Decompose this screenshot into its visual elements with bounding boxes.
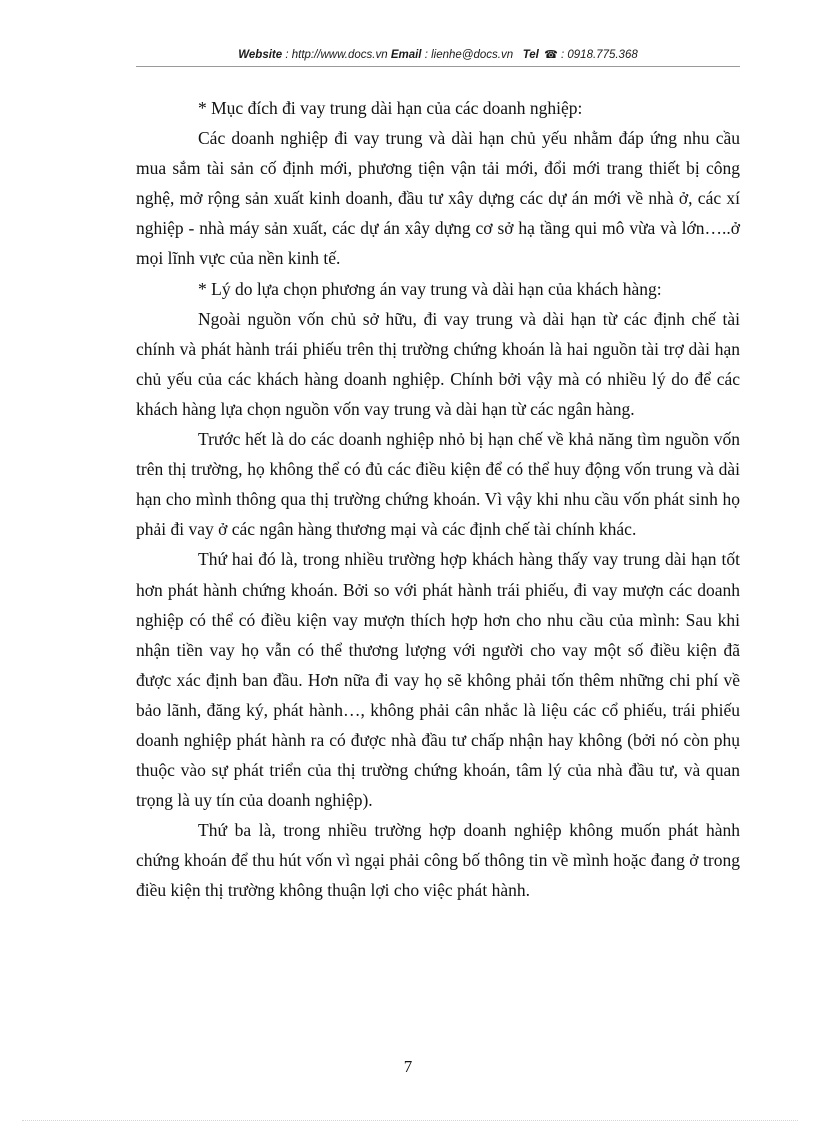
- paragraph: Thứ hai đó là, trong nhiều trường hợp khách hàng thấy vay trung dài hạn tốt hơn phát hành chứng khoán. Bởi so với phát hành trái phiếu, đi vay mượn các doanh nghiệp có thể có điều kiện vay mượn thích hợp hơn cho nhu cầu của mình: Sau khi nhận tiền vay họ vẫn có thể thương lượng với người cho vay một số điều kiện đã được xác định ban đầu. Hơn nữa đi vay họ sẽ không phải tốn thêm những chi phí về bảo lãnh, đăng ký, phát hành…, không phải cân nhắc là liệu các cổ phiếu, trái phiếu doanh nghiệp phát hành ra có được nhà đầu tư chấp nhận hay không (bởi nó còn phụ thuộc vào sự phát triển của thị trường chứng khoán, tâm lý của nhà đầu tư, và quan trọng là uy tín của doanh nghiệp).: [136, 549, 740, 811]
- email-value: : lienhe@docs.vn: [424, 49, 514, 61]
- page-number: 7: [403, 1057, 413, 1076]
- paragraph: Các doanh nghiệp đi vay trung và dài hạn chủ yếu nhằm đáp ứng nhu cầu mua sắm tài sản cố định mới, phương tiện vận tải mới, đổi mới trang thiết bị công nghệ, mở rộng sản xuất kinh doanh, đầu tư xây dựng các dự án mới về nhà ở, các xí nghiệp - nhà máy sản xuất, các dự án xây dựng cơ sở hạ tầng qui mô vừa và lớn…..ở mọi lĩnh vực của nền kinh tế.: [136, 128, 740, 269]
- paragraph-reason-heading: * Lý do lựa chọn phương án vay trung và dài hạn của khách hàng:: [198, 278, 662, 299]
- tel-label: Tel: [522, 49, 539, 61]
- paragraph-purpose-heading: * Mục đích đi vay trung dài hạn của các doanh nghiệp:: [198, 98, 583, 118]
- tel-value: : 0918.775.368: [561, 49, 638, 61]
- header-divider: [136, 66, 740, 67]
- paragraph: Ngoài nguồn vốn chủ sở hữu, đi vay trung và dài hạn từ các định chế tài chính và phát hành trái phiếu trên thị trường chứng khoán là hai nguồn tài trợ dài hạn chủ yếu của các khách hàng doanh nghiệp. Chính bởi vậy mà có nhiều lý do để các khách hàng lựa chọn nguồn vốn vay trung và dài hạn từ các ngân hàng.: [136, 308, 740, 419]
- page-bottom-border: [22, 1120, 798, 1121]
- paragraph: Trước hết là do các doanh nghiệp nhỏ bị hạn chế về khả năng tìm nguồn vốn trên thị trường, họ không thể có đủ các điều kiện để có thể huy động vốn trung và dài hạn cho mình thông qua thị trường chứng khoán. Vì vậy khi nhu cầu vốn phát sinh họ phải đi vay ở các ngân hàng thương mại và các định chế tài chính khác.: [136, 429, 740, 540]
- website-value: : http://www.docs.vn: [285, 49, 388, 61]
- website-label: Website: [238, 49, 283, 61]
- telephone-icon: ☎: [544, 49, 558, 61]
- email-label: Email: [390, 49, 422, 61]
- page-header: [136, 47, 740, 63]
- paragraph: Thứ ba là, trong nhiều trường hợp doanh nghiệp không muốn phát hành chứng khoán để thu hút vốn vì ngại phải công bố thông tin về mình hoặc đang ở trong điều kiện thị trường không thuận lợi cho việc phát hành.: [136, 820, 740, 901]
- document-body: [136, 93, 740, 906]
